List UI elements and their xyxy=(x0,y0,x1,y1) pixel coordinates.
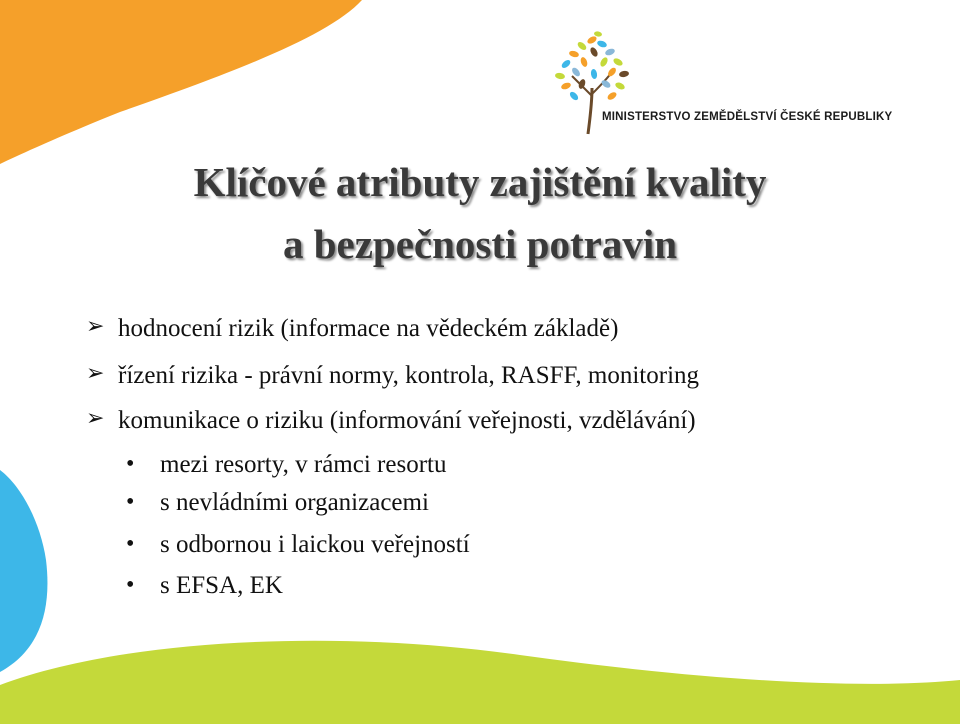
bullet-item: řízení rizika - právní normy, kontrola, RASFF, monitoring xyxy=(118,362,700,389)
bullet-item: komunikace o riziku (informování veřejnosti, vzdělávání) xyxy=(118,407,696,434)
slide-title-line1: Klíčové atributy zajištění kvality xyxy=(193,159,767,205)
arrow-bullet-icon: ➢ xyxy=(86,406,105,431)
bullet-item: hodnocení rizik (informace na vědeckém základě) xyxy=(118,315,619,342)
sub-bullet-item: s odbornou i laickou veřejností xyxy=(160,531,470,558)
slide-title-line2: a bezpečnosti potravin xyxy=(282,221,678,267)
dot-bullet-icon: • xyxy=(126,451,135,477)
green-shape xyxy=(0,641,960,724)
arrow-bullet-icon: ➢ xyxy=(86,361,105,386)
dot-bullet-icon: • xyxy=(126,531,135,557)
blue-shape xyxy=(0,470,47,672)
dot-bullet-icon: • xyxy=(126,572,135,598)
sub-bullet-item: mezi resorty, v rámci resortu xyxy=(160,451,447,478)
sub-bullet-item: s EFSA, EK xyxy=(160,572,283,599)
orange-shape xyxy=(0,0,362,164)
dot-bullet-icon: • xyxy=(126,489,135,515)
arrow-bullet-icon: ➢ xyxy=(86,314,105,339)
sub-bullet-item: s nevládními organizacemi xyxy=(160,489,429,516)
logo-text: MINISTERSTVO ZEMĚDĚLSTVÍ ČESKÉ REPUBLIKY xyxy=(602,111,893,123)
